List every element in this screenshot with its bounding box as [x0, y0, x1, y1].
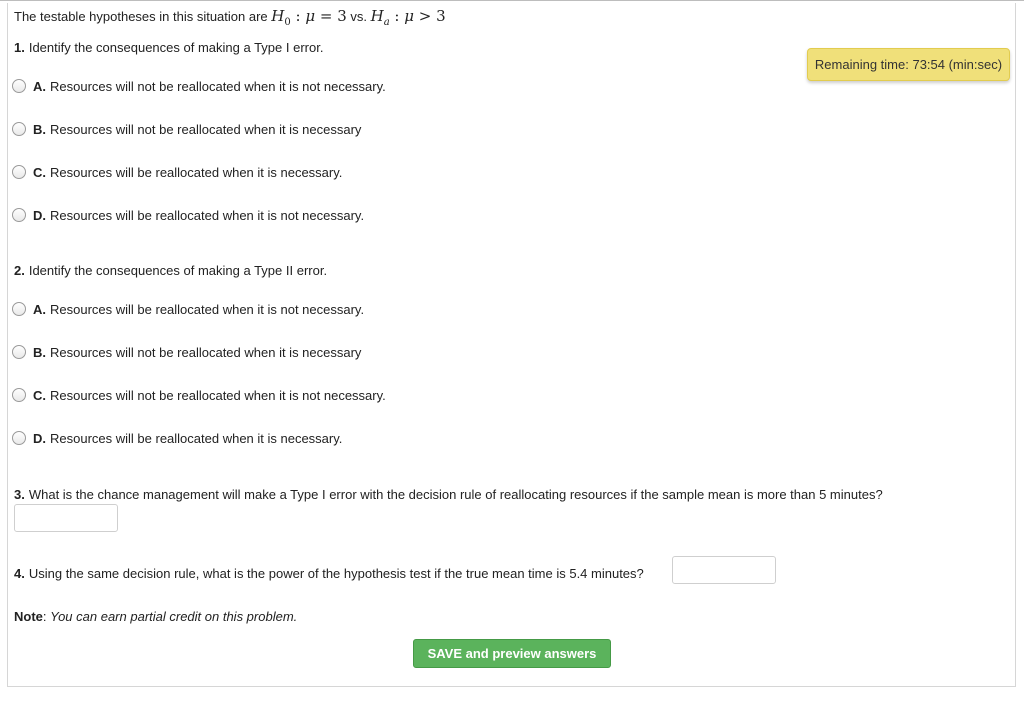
q2-option-b[interactable]: B. Resources will not be reallocated when it is necessary — [12, 343, 361, 361]
q2-option-a[interactable]: A. Resources will be reallocated when it is not necessary. — [12, 300, 364, 318]
q1-option-a[interactable]: A. Resources will not be reallocated when it is not necessary. — [12, 77, 386, 95]
question-1-prompt: 1. Identify the consequences of making a Type I error. — [14, 40, 324, 55]
h0-symbol: H — [271, 7, 285, 25]
q2-radio-d[interactable] — [12, 431, 26, 445]
q1-option-c[interactable]: C. Resources will be reallocated when it is necessary. — [12, 163, 342, 181]
q1-radio-a[interactable] — [12, 79, 26, 93]
question-4-prompt: 4. Using the same decision rule, what is the power of the hypothesis test if the true mean time is 5.4 minutes? — [14, 566, 644, 581]
ha-subscript: a — [383, 17, 390, 28]
q2-radio-a[interactable] — [12, 302, 26, 316]
save-preview-button[interactable]: SAVE and preview answers — [413, 639, 611, 668]
q2-option-d[interactable]: D. Resources will be reallocated when it is necessary. — [12, 429, 342, 447]
top-border — [0, 0, 1024, 1]
q1-option-d[interactable]: D. Resources will be reallocated when it is not necessary. — [12, 206, 364, 224]
q4-answer-input[interactable] — [672, 556, 776, 584]
q3-answer-input[interactable] — [14, 504, 118, 532]
q1-radio-b[interactable] — [12, 122, 26, 136]
q1-radio-c[interactable] — [12, 165, 26, 179]
q2-radio-b[interactable] — [12, 345, 26, 359]
ha-symbol: H — [370, 7, 384, 25]
hypotheses-statement: The testable hypotheses in this situation are $H_0$ : μ = 3 vs. $H_a$ : μ > 3 — [14, 7, 446, 28]
question-3-prompt: 3. What is the chance management will make a Type I error with the decision rule of reallocating resources if the sample mean is more than 5 minutes? — [14, 487, 883, 502]
q1-radio-d[interactable] — [12, 208, 26, 222]
q2-radio-c[interactable] — [12, 388, 26, 402]
remaining-time-label: Remaining time: 73:54 (min:sec) — [814, 57, 1003, 72]
remaining-time-badge — [807, 48, 1010, 81]
question-2-prompt: 2. Identify the consequences of making a Type II error. — [14, 263, 328, 278]
h0-subscript: 0 — [284, 17, 291, 28]
partial-credit-note: Note: You can earn partial credit on this problem. — [14, 609, 298, 624]
q1-option-b[interactable]: B. Resources will not be reallocated when it is necessary — [12, 120, 361, 138]
q2-option-c[interactable]: C. Resources will not be reallocated when it is not necessary. — [12, 386, 386, 404]
